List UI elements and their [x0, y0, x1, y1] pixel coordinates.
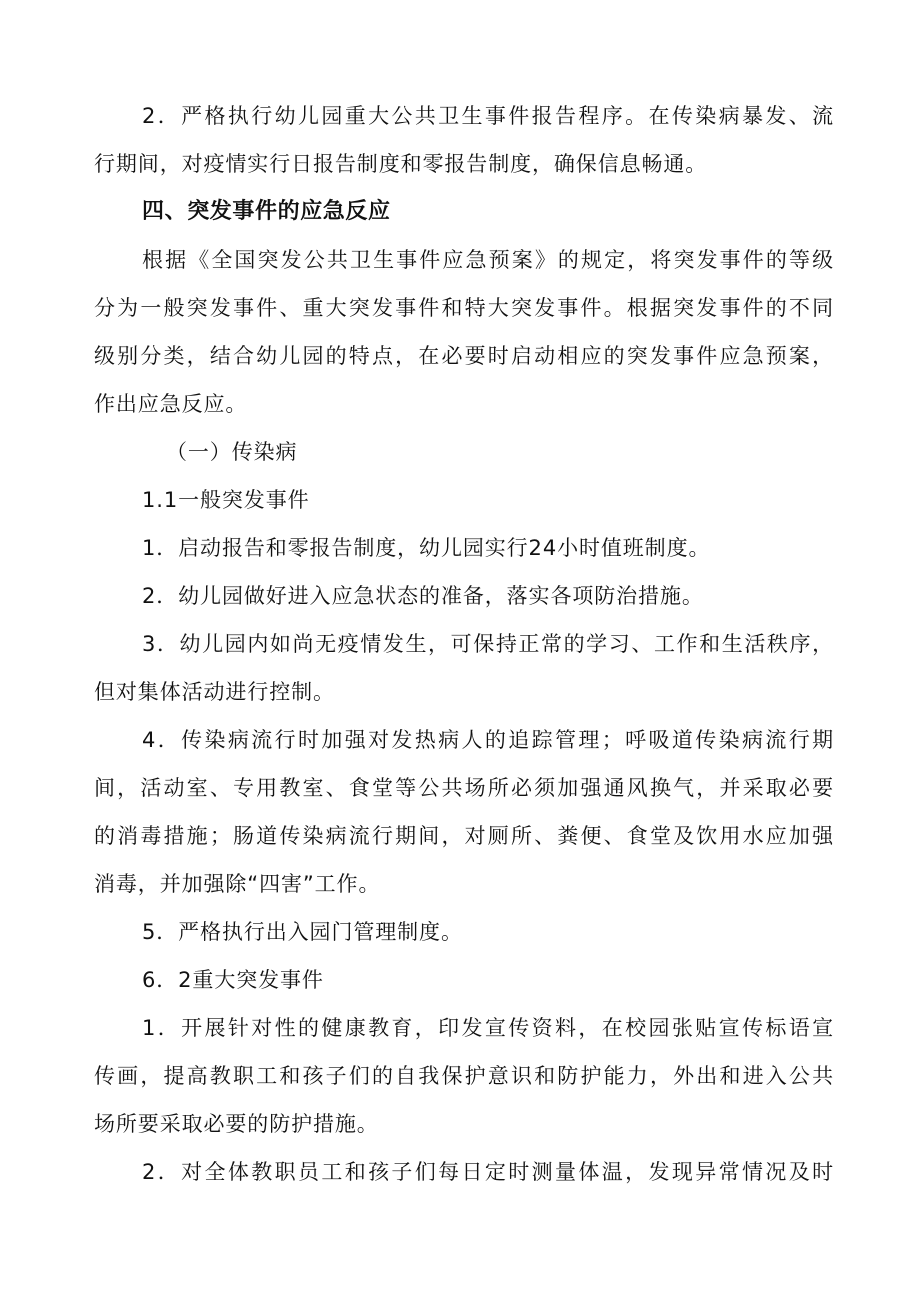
paragraph-line: 传画，提高教职工和孩子们的自我保护意识和防护能力，外出和进入公共 [94, 1064, 834, 1088]
list-item: 2．对全体教职员工和孩子们每日定时测量体温，发现异常情况及时 [142, 1160, 834, 1184]
paragraph-line: 作出应急反应。 [94, 392, 248, 416]
list-item: 4．传染病流行时加强对发热病人的追踪管理；呼吸道传染病流行期 [142, 728, 834, 752]
subsection-heading: 6．2重大突发事件 [142, 968, 324, 992]
paragraph-line: 2．严格执行幼儿园重大公共卫生事件报告程序。在传染病暴发、流 [142, 104, 834, 128]
paragraph-line: 行期间，对疫情实行日报告制度和零报告制度，确保信息畅通。 [94, 152, 708, 176]
paragraph-line: 场所要采取必要的防护措施。 [94, 1112, 379, 1136]
list-item: 1．开展针对性的健康教育，印发宣传资料，在校园张贴宣传标语宣 [142, 1016, 834, 1040]
subsection-heading: 1.1一般突发事件 [142, 488, 310, 512]
paragraph-line: 但对集体活动进行控制。 [94, 680, 335, 704]
paragraph-line: 的消毒措施；肠道传染病流行期间，对厕所、粪便、食堂及饮用水应加强 [94, 824, 834, 848]
paragraph-line: 间，活动室、专用教室、食堂等公共场所必须加强通风换气，并采取必要 [94, 776, 834, 800]
list-item: 2．幼儿园做好进入应急状态的准备，落实各项防治措施。 [142, 584, 704, 608]
paragraph-line: 根据《全国突发公共卫生事件应急预案》的规定，将突发事件的等级 [142, 248, 834, 272]
paragraph-line: 级别分类，结合幼儿园的特点，在必要时启动相应的突发事件应急预案， [94, 344, 834, 368]
subsection-heading: （一）传染病 [166, 440, 298, 464]
paragraph-line: 分为一般突发事件、重大突发事件和特大突发事件。根据突发事件的不同 [94, 296, 834, 320]
paragraph-line: 消毒，并加强除“四害”工作。 [94, 872, 381, 896]
list-item: 3．幼儿园内如尚无疫情发生，可保持正常的学习、工作和生活秩序， [142, 632, 834, 656]
list-item: 5．严格执行出入园门管理制度。 [142, 920, 463, 944]
list-item: 1．启动报告和零报告制度，幼儿园实行24小时值班制度。 [142, 536, 711, 560]
section-heading: 四、突发事件的应急反应 [142, 199, 391, 224]
